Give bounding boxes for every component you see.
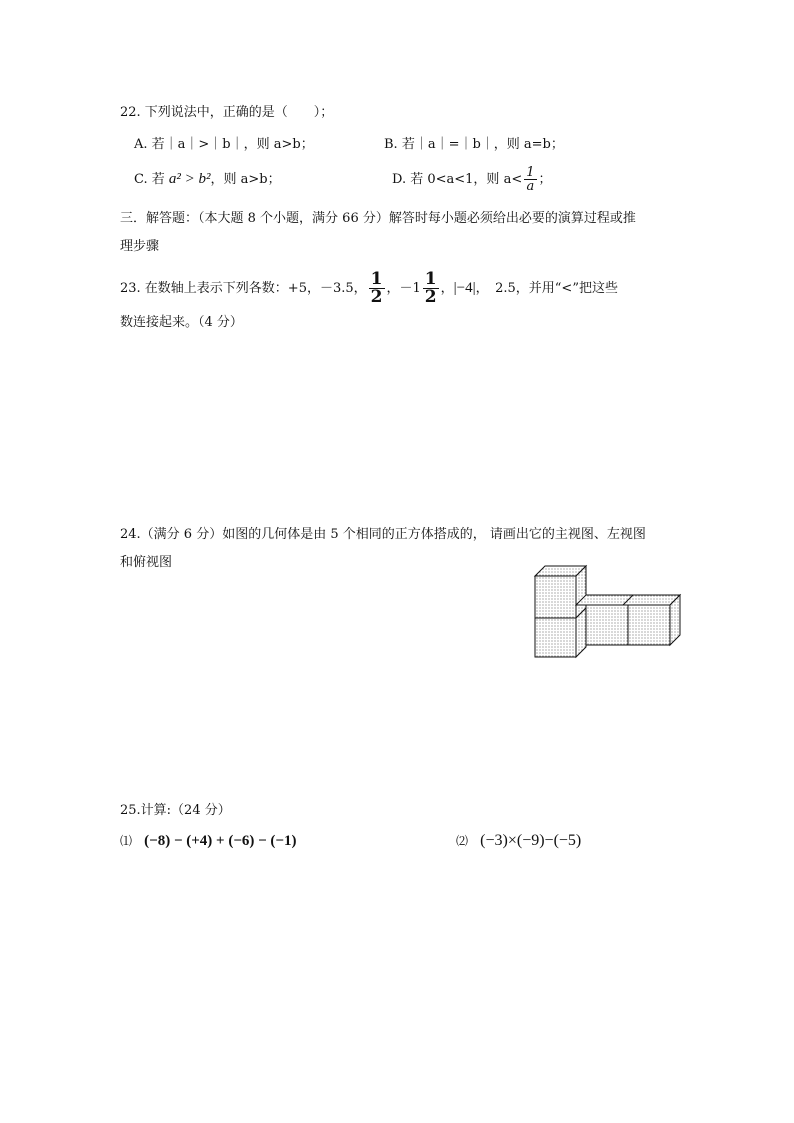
q24-line2: 和俯视图 [120,555,173,570]
q25-part-2-expression: (−3)×(−9)−(−5) [480,832,582,849]
q24-stem [120,526,646,544]
cube-front-face [628,605,670,645]
q22-option-c-suffix: ，则 a>b； [210,172,281,187]
q24-stem-cont [120,554,172,572]
q23-mid: ，－1 [386,281,421,296]
q23-line2: 数连接起来。（4 分） [120,315,243,330]
q23-prefix: 23. 在数轴上表示下列各数：+5，－3.5， [120,281,367,296]
q22-option-d-fraction [524,166,536,193]
q22-option-c [134,170,281,189]
section-3-header [120,210,636,228]
q23-fraction-1 [369,271,385,306]
section-3-line1: 三．解答题：（本大题 8 个小题，满分 66 分）解答时每小题必须给出必要的演算过程或推 [120,211,636,226]
q23-fraction-2 [423,271,439,306]
fraction-numerator: 1 [424,269,437,289]
q22-option-a-text: A. 若｜a｜>｜b｜，则 a>b； [134,137,314,152]
cube-figure [530,562,690,662]
q22-option-b-text: B. 若｜a｜=｜b｜，则 a=b； [384,137,564,152]
q25-part-1-expression: (−8) − (+4) + (−6) − (−1) [144,833,297,849]
q23-stem-cont [120,314,243,332]
section-3-header-cont [120,238,159,256]
fraction-numerator: 1 [526,165,535,180]
q22-option-d-suffix: ； [538,172,552,187]
q25-part-1-label: ⑴ [120,834,133,848]
q23-abs-value: |−4| [453,280,476,296]
q22-option-b [384,136,564,154]
q25-part-2-label: ⑵ [456,834,469,848]
fraction-numerator: 1 [370,269,383,289]
fraction-denominator: a [526,179,535,194]
q22-option-d [392,160,552,200]
q23-stem: 23. 在数轴上表示下列各数：+5，－3.5， $\frac{1}{2}$ ，－1 $\frac{1}{2}$ ，|−4|， 2.5，并用“<”把这些 [120,269,618,307]
q22-stem [120,104,333,122]
cube-front-face [535,576,576,618]
q22-option-d-prefix: D. 若 0<a<1，则 a< [392,172,523,187]
q25-part-1 [120,832,296,851]
q23-suffix: ， 2.5，并用“<”把这些 [475,281,618,296]
q22-stem-text: 22. 下列说法中，正确的是（ ）； [120,105,334,120]
fraction-denominator: 2 [424,287,437,307]
q25-title-text: 25.计算:（24 分） [120,803,231,818]
cube-front-face [535,618,576,657]
q22-option-a [134,136,314,154]
fraction-denominator: 2 [370,287,383,307]
q25-title [120,802,231,820]
cube-front-face [586,605,628,645]
q22-option-c-expr: a² > b² [168,171,211,187]
section-3-line2: 理步骤 [120,239,160,254]
q24-line1: 24.（满分 6 分）如图的几何体是由 5 个相同的正方体搭成的， 请画出它的主视图、左视图 [120,527,646,542]
q25-part-2 [456,832,581,851]
q22-option-c-prefix: C. 若 [134,172,165,187]
